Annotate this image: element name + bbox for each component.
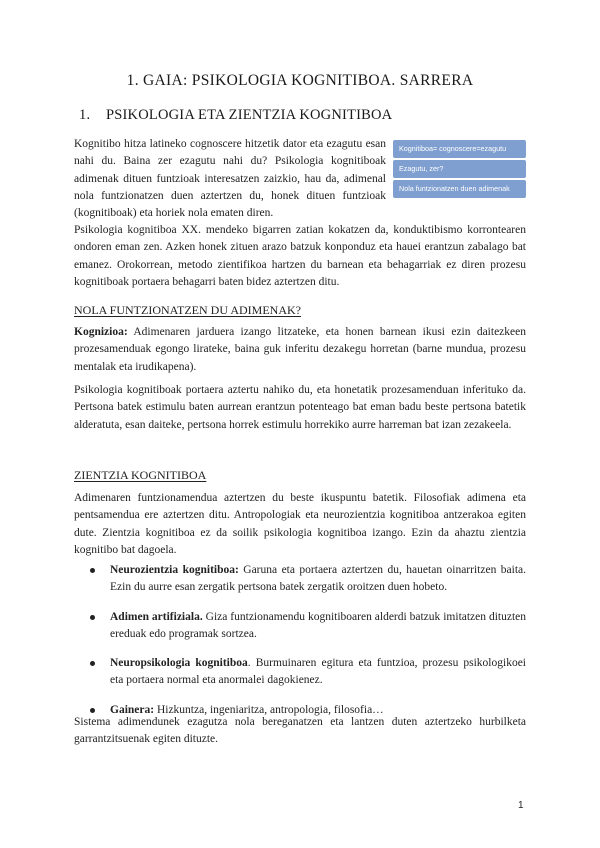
list-item-text: Giza funtzionamendu kognitiboaren alderdi batzuk imitatzen dituzten ereduak edo programak sortzea. <box>110 610 527 640</box>
section-heading <box>79 107 392 124</box>
callout-box: Kognitiboa= cognoscere=ezagutu <box>393 140 526 158</box>
list-item-term: Neuropsikologia kognitiboa <box>110 657 248 670</box>
list-item <box>74 562 526 597</box>
paragraph-3: Psikologia kognitiboak portaera aztertu nahiko du, eta honetatik prozesamenduan inferituko da. Pertsona batek estimulu baten aurrean erantzun potenteago bat eman badu beste pertsona batetik alderatuta, esan daiteke, pertsona horrek estimulu horrekiko aurre harreman bat izan zezakeela. <box>74 384 526 431</box>
callout-box: Nola funtzionatzen duen adimenak <box>393 180 526 198</box>
list-item <box>74 609 526 644</box>
bullet-icon <box>90 661 95 666</box>
list-item-text: . Burmuinaren egitura eta funtzioa, prozesu psikologikoei eta portaera normal eta anormalei dagokienez. <box>110 657 526 687</box>
list-item <box>74 655 526 690</box>
bullet-icon <box>90 568 95 573</box>
bullet-icon <box>90 708 95 713</box>
intro-paragraph: Kognitibo hitza latineko cognoscere hitzetik dator eta ezagutu esan nahi du. Baina zer ezagutu nahi du? Psikologia kognitiboak adimenak dituen funtzioak interesatzen zaizkio, hau da, adimenal nola funtzionatzen duen aztertzen du, honek dituen funtzioak (kognitiboak) eta horiek nola ematen diren. <box>74 138 386 220</box>
paragraph-5: Sistema adimendunek ezagutza nola bereganatzen eta lantzen duten aztertzeko hurbilketa garrantzitsuenak egiten dituzte. <box>74 716 526 746</box>
list-item-term: Adimen artifiziala. <box>110 610 203 623</box>
kognizioa-text: Adimenaren jarduera izango litzateke, eta honen barnean ikusi ezin daitezkeen prozesamenduak egongo lirateke, baina guk inferitu dezakegu horretan (barne mundua, prozesu mentalak eta irudikapena). <box>74 326 526 373</box>
list-item-text: Hizkuntza, ingeniaritza, antropologia, filosofia… <box>154 703 384 716</box>
list-item-term: Neurozientzia kognitiboa: <box>110 564 239 576</box>
kognizioa-term: Kognizioa: <box>74 326 128 338</box>
paragraph-2: Psikologia kognitiboa XX. mendeko bigarren zatian kokatzen da, konduktibismo korrontearen ondoren eman zen. Azken honek zituen arazo batzuk konponduz eta hauei erantzun zabalago bat emanez. Orokorrean, metodo zientifikoa hartzen du barnean eta behagarriak ez diren prozesu kognitiboak portaera behagarri baten bidez aztertzen ditu. <box>74 224 526 288</box>
document-title: 1. GAIA: PSIKOLOGIA KOGNITIBOA. SARRERA <box>126 72 474 89</box>
callout-box: Ezagutu, zer? <box>393 160 526 178</box>
callout-boxes <box>393 140 526 200</box>
kognizioa-paragraph <box>74 324 526 376</box>
bullet-list <box>74 562 526 731</box>
bullet-icon <box>90 615 95 620</box>
subheading-zientzia: ZIENTZIA KOGNITIBOA <box>74 468 207 482</box>
list-item-term: Gainera: <box>110 703 155 716</box>
page-number: 1 <box>518 800 524 811</box>
list-item-text: Garuna eta portaera aztertzen du, hauetan oinarritzen baita. Ezin du aurre esan zergatik pertsona batek zergatik oroitzen duen hobeto. <box>110 564 526 594</box>
paragraph-4: Adimenaren funtzionamendua aztertzen du beste ikuspuntu batetik. Filosofiak adimena eta pentsamendua ere aztertzen ditu. Antropologiak eta neurozientzia kognitiboa antzerakoa egiten dute. Zientzia kognitiboa ez da soilik psikologia kognitiboa izango. Ezin da ahaztu zientzia kognitibo bat dagoela. <box>74 492 526 556</box>
section-title: PSIKOLOGIA ETA ZIENTZIA KOGNITIBOA <box>106 107 393 123</box>
subheading-nola: NOLA FUNTZIONATZEN DU ADIMENAK? <box>74 303 301 317</box>
section-number: 1. <box>79 107 91 123</box>
